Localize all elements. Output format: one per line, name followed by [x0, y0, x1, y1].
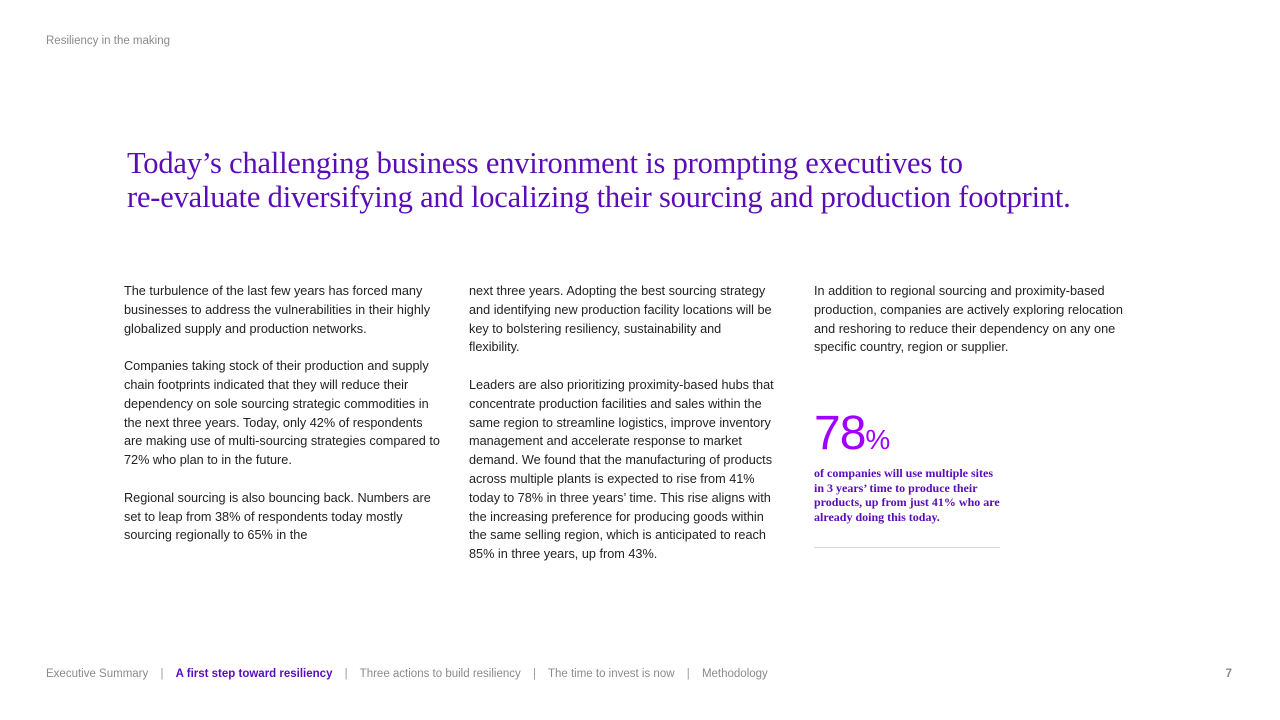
running-header: Resiliency in the making	[46, 35, 171, 47]
body-paragraph: Leaders are also prioritizing proximity-based hubs that concentrate production facilities and sales within the same region to streamline logistics, improve inventory management and accelerate response to market demand. We found that the manufacturing of products across multiple plants is expected to rise from 41% today to 78% in three years’ time. This rise aligns with the increasing preference for producing goods within the same selling region, which is anticipated to reach 85% in three years, up from 43%.	[469, 377, 774, 562]
footer-nav-separator: |	[160, 668, 164, 680]
stat-divider	[814, 547, 1000, 548]
body-column-1	[124, 282, 444, 545]
stat-callout	[814, 408, 1004, 524]
stat-unit: %	[865, 424, 891, 455]
headline-line-2: re-evaluate diversifying and localizing their sourcing and production footprint.	[127, 180, 1071, 214]
body-paragraph: Companies taking stock of their production and supply chain footprints indicated that they will reduce their dependency on sole sourcing strategic commodities in the next three years. Today, only 42% of respondents are making use of multi-sourcing strategies compared to 72% who plan to in the future.	[124, 359, 440, 468]
stat-value: 78	[814, 407, 866, 460]
stat-caption: of companies will use multiple sites in 3 years’ time to produce their products, up from just 41% who are already doing this today.	[814, 466, 1000, 524]
footer-nav-executive-summary[interactable]: Executive Summary	[46, 668, 149, 680]
body-paragraph: The turbulence of the last few years has forced many businesses to address the vulnerabilities in their highly globalized supply and production networks.	[124, 284, 431, 336]
footer-nav-first-step[interactable]: A first step toward resiliency	[175, 668, 333, 680]
headline-line-1: Today’s challenging business environment is prompting executives to	[127, 146, 963, 180]
body-paragraph: In addition to regional sourcing and proximity-based production, companies are actively exploring relocation and reshoring to reduce their dependency on any one specific country, region or supplier.	[814, 284, 1123, 355]
footer-nav-separator: |	[686, 668, 690, 680]
stat-number	[814, 408, 1004, 466]
body-paragraph: Regional sourcing is also bouncing back. Numbers are set to leap from 38% of respondents today mostly sourcing regionally to 65% in the	[124, 490, 431, 543]
body-paragraph: next three years. Adopting the best sourcing strategy and identifying new production facility locations will be key to bolstering resiliency, sustainability and flexibility.	[469, 284, 772, 355]
body-column-3	[814, 282, 1134, 357]
page-number: 7	[1225, 668, 1232, 680]
body-column-2	[469, 282, 774, 564]
footer-nav	[46, 668, 768, 680]
page-headline	[127, 146, 1167, 214]
footer-nav-separator: |	[344, 668, 348, 680]
footer-nav-time-to-invest[interactable]: The time to invest is now	[547, 668, 675, 680]
footer-nav-methodology[interactable]: Methodology	[701, 668, 768, 680]
footer-nav-three-actions[interactable]: Three actions to build resiliency	[359, 668, 521, 680]
footer-nav-separator: |	[532, 668, 536, 680]
